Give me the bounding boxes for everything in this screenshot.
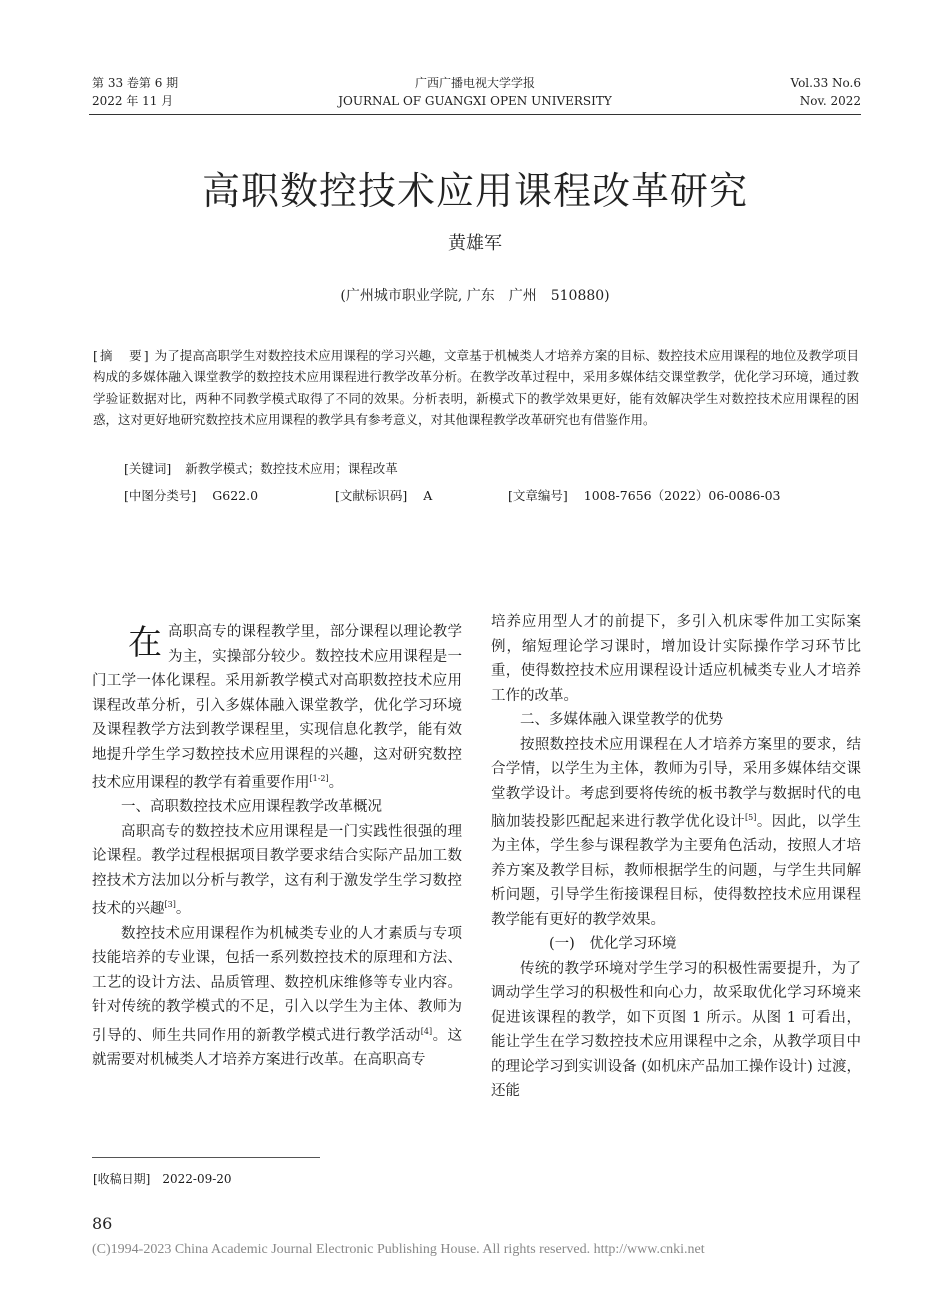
subsection-heading: (一) 优化学习环境 xyxy=(549,936,677,953)
citation: [1-2] xyxy=(309,774,329,783)
abstract xyxy=(93,345,859,431)
header-left xyxy=(92,74,178,110)
header-center xyxy=(280,74,670,110)
affiliation: (广州城市职业学院, 广东 广州 510880) xyxy=(340,288,610,304)
intro-text: 高职高专的课程教学里，部分课程以理论教学为主，实操部分较少。数控技术应用课程是一门工学一体化课程。采用新教学模式对高职数控技术应用课程改革分析，引入多媒体融入课堂教学，优化学习环境及课程教学方法到教学课程里，实现信息化教学，能有效地提升学生学习数控技术应用课程的兴趣，这对研究数控技术应用课程的教学有着重要作用 xyxy=(92,624,462,791)
paragraph xyxy=(491,733,861,933)
clc-label: [中图分类号] xyxy=(124,488,197,503)
copyright-line: (C)1994-2023 China Academic Journal Electronic Publishing House. All rights reserved. http://www.cnki.net xyxy=(92,1242,705,1257)
author: 黄雄军 xyxy=(448,233,502,254)
article-number-value: 1008-7656（2022）06-0086-03 xyxy=(583,488,781,503)
date-en: Nov. 2022 xyxy=(799,94,861,108)
keywords-text: 新教学模式；数控技术应用；课程改革 xyxy=(185,461,398,476)
citation: [4] xyxy=(420,1026,433,1036)
clc-number xyxy=(124,485,258,507)
paragraph xyxy=(92,922,462,1073)
paragraph-text: 数控技术应用课程作为机械类专业的人才素质与专项技能培养的专业课，包括一系列数控技术的原理和方法、工艺的设计方法、品质管理、数控机床维修等专业内容。针对传统的教学模式的不足，引入以学生为主体、教师为引导的、师生共同作用的新教学模式进行教学活动 xyxy=(92,925,462,1044)
received-date-footnote: [收稿日期] 2022-09-20 xyxy=(93,1172,232,1186)
journal-name-cn: 广西广播电视大学学报 xyxy=(414,76,535,90)
paragraph-text: 按照数控技术应用课程在人才培养方案里的要求，结合学情，以学生为主体，教师为引导，采用多媒体结交课堂教学设计。考虑到要将传统的板书教学与数据时代的电脑加装投影匹配起来进行教学优化设计 xyxy=(491,736,861,830)
paragraph-end: 。因此，以学生为主体，学生参与课程教学为主要角色活动，按照人才培养方案及教学目标，教师根据学生的问题，与学生共同解析问题，引导学生衔接课程目标，使得数控技术应用课程教学能有更好的教学效果。 xyxy=(491,813,861,928)
footnote-rule xyxy=(92,1157,320,1158)
header-right xyxy=(791,74,862,110)
drop-cap: 在 xyxy=(128,623,162,663)
paragraph: 培养应用型人才的前提下，多引入机床零件加工实际案例，缩短理论学习课时，增加设计实际操作学习环节比重，使得数控技术应用课程设计适应机械类专业人才培养工作的改革。 xyxy=(491,614,861,704)
doc-code-value: A xyxy=(423,488,433,503)
abstract-label: [摘 要] xyxy=(93,348,151,363)
article-number xyxy=(508,485,780,507)
volume-en: Vol.33 No.6 xyxy=(790,76,861,90)
keywords-label: [关键词] xyxy=(124,461,172,476)
section-heading-1: 一、高职数控技术应用课程教学改革概况 xyxy=(121,799,382,816)
paragraph xyxy=(92,820,462,922)
section-heading-2: 二、多媒体融入课堂教学的优势 xyxy=(520,712,723,728)
paper-title: 高职数控技术应用课程改革研究 xyxy=(201,169,748,213)
journal-name-en: JOURNAL OF GUANGXI OPEN UNIVERSITY xyxy=(338,94,612,108)
citation: [5] xyxy=(745,813,757,822)
paragraph: 传统的教学环境对学生学习的积极性需要提升，为了调动学生学习的积极性和向心力，故采取优化学习环境来促进该课程的教学，如下页图 1 所示。从图 1 可看出，能让学生在学习数控技术应用课程中之余，从教学项目中的理论学习到实训设备 (如机床产品加工操作设计) 过渡，还能 xyxy=(491,960,861,1100)
article-number-label: [文章编号] xyxy=(508,488,568,503)
issue-date: 2022 年 11 月 xyxy=(92,94,174,108)
keywords xyxy=(124,458,398,480)
intro-end: 。 xyxy=(328,774,344,791)
paragraph-end: 。 xyxy=(175,901,191,918)
paragraph-text: 高职高专的数控技术应用课程是一门实践性很强的理论课程。教学过程根据项目教学要求结合实际产品加工数控技术方法加以分析与教学，这有利于激发学生学习数控技术的兴趣 xyxy=(92,823,462,918)
intro-paragraph xyxy=(92,620,462,795)
doc-code-label: [文献标识码] xyxy=(335,488,408,503)
abstract-text: 为了提高高职学生对数控技术应用课程的学习兴趣，文章基于机械类人才培养方案的目标、数控技术应用课程的地位及教学项目构成的多媒体融入课堂教学的数控技术应用课程进行教学改革分析。在教学改革过程中，采用多媒体结交课堂教学，优化学习环境，通过教学验证数据对比，两种不同教学模式取得了不同的效果。分析表明，新模式下的教学效果更好，能有效解决学生对数控技术应用课程的困惑，这对更好地研究数控技术应用课程的教学具有参考意义，对其他课程教学改革研究也有借鉴作用。 xyxy=(93,348,859,428)
body-left-column xyxy=(92,620,462,1072)
body-right-column xyxy=(491,610,861,1104)
paragraph-end: 。这就需要对机械类人才培养方案进行改革。在高职高专 xyxy=(92,1027,463,1068)
header-rule xyxy=(89,114,861,115)
page-number: 86 xyxy=(92,1214,113,1233)
clc-value: G622.0 xyxy=(212,488,259,503)
doc-code xyxy=(335,485,432,507)
issue-volume: 第 33 卷第 6 期 xyxy=(92,76,179,90)
citation: [3] xyxy=(164,900,176,910)
